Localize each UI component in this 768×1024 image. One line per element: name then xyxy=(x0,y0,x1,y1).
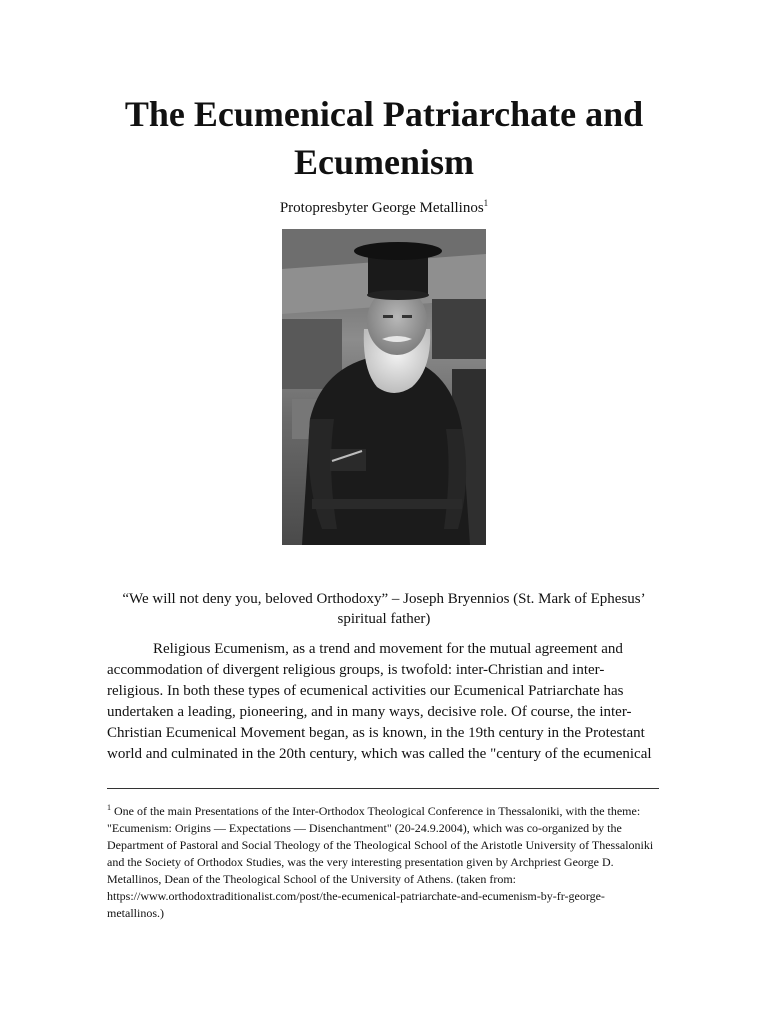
footnote-marker: 1 xyxy=(107,803,111,812)
footnote-separator xyxy=(107,788,659,789)
epigraph: “We will not deny you, beloved Orthodoxy” – Joseph Bryennios (St. Mark of Ephesus’ spiritual father) xyxy=(122,591,646,627)
portrait-photo xyxy=(282,229,486,545)
footnote-text: One of the main Presentations of the Inter-Orthodox Theological Conference in Thessaloniki, with the theme: "Ecumenism: Origins — Expectations — Disenchantment" (20-24.9.2004), which was co-organized by the Department of Pastoral and Social Theology of the Theological School of the Aristotle University of Thessaloniki and the Society of Orthodox Studies, was the very interesting presentation given by Archpriest George D. Metallinos, Dean of the Theological School of the University of Athens. (taken from: https://www.orthodoxtraditionalist.com/post/the-ecumenical-patriarchate-and-ecumenism-by-fr-george-metallinos.) xyxy=(107,804,654,920)
body-paragraph: Religious Ecumenism, as a trend and movement for the mutual agreement and accommodation of divergent religious groups, is twofold: inter-Christian and inter-religious. In both these types of ecumenical activities our Ecumenical Patriarchate has undertaken a leading, pioneering, and in many ways, decisive role. Of course, the inter-Christian Ecumenical Movement began, as is known, in the 19th century in the Protestant world and culminated in the 20th century, which was called the "century of the ecumenical xyxy=(107,641,652,762)
footnote xyxy=(107,803,659,922)
author-line xyxy=(84,198,684,218)
author-name: Protopresbyter George Metallinos xyxy=(279,200,484,216)
author-footnote-marker[interactable]: 1 xyxy=(483,198,489,208)
document-title: The Ecumenical Patriarchate and Ecumenism xyxy=(124,94,644,182)
